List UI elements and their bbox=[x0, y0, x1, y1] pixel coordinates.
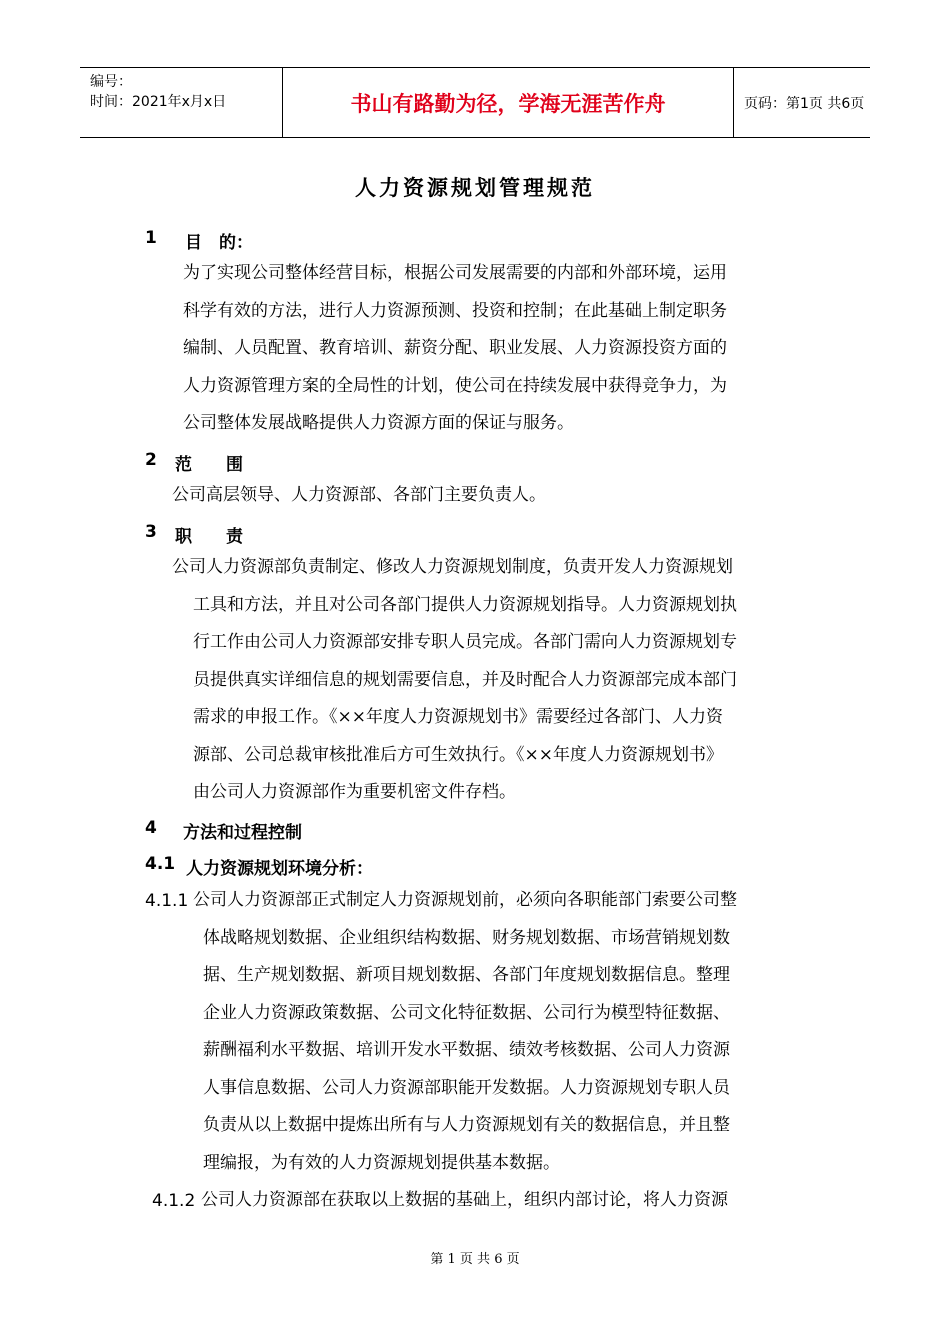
section-heading-3 bbox=[145, 522, 243, 547]
date-label: 时间：2021年x月x日 bbox=[90, 94, 227, 110]
paragraph-line: 需求的申报工作。《××年度人力资源规划书》需要经过各部门、人力资 bbox=[193, 707, 723, 727]
section-heading-1 bbox=[145, 228, 253, 253]
paragraph-purpose bbox=[183, 255, 803, 443]
paragraph-line: 公司高层领导、人力资源部、各部门主要负责人。 bbox=[172, 485, 546, 505]
paragraph-line: 负责从以上数据中提炼出所有与人力资源规划有关的数据信息，并且整 bbox=[203, 1115, 730, 1135]
paragraph-line: 源部、公司总裁审核批准后方可生效执行。《××年度人力资源规划书》 bbox=[193, 744, 723, 765]
page-header bbox=[80, 67, 870, 138]
section-title: 范 围 bbox=[175, 455, 243, 475]
section-number: 4.1 bbox=[145, 854, 176, 874]
paragraph-line: 公司整体发展战略提供人力资源方面的保证与服务。 bbox=[183, 413, 574, 433]
section-title: 人力资源规划环境分析： bbox=[186, 859, 373, 879]
paragraph-line: 体战略规划数据、企业组织结构数据、财务规划数据、市场营销规划数 bbox=[203, 927, 730, 948]
paragraph-line: 薪酬福利水平数据、培训开发水平数据、绩效考核数据、公司人力资源 bbox=[203, 1040, 730, 1060]
page-footer: 第 1 页 共 6 页 bbox=[430, 1252, 520, 1267]
section-title: 目 的： bbox=[185, 233, 253, 253]
paragraph-scope bbox=[172, 477, 792, 515]
section-number: 4 bbox=[145, 818, 157, 838]
section-heading-4-1 bbox=[145, 854, 373, 879]
clause-number-4-1-1: 4.1.1 bbox=[145, 891, 189, 911]
paragraph-line: 人事信息数据、公司人力资源部职能开发数据。人力资源规划专职人员 bbox=[203, 1077, 730, 1098]
paragraph-line: 编制、人员配置、教育培训、薪资分配、职业发展、人力资源投资方面的 bbox=[183, 338, 727, 358]
paragraph-line: 理编报，为有效的人力资源规划提供基本数据。 bbox=[203, 1152, 560, 1173]
section-heading-2 bbox=[145, 450, 243, 475]
paragraph-line: 公司人力资源部正式制定人力资源规划前，必须向各职能部门索要公司整 bbox=[193, 890, 737, 910]
header-motto: 书山有路勤为径，学海无涯苦作舟 bbox=[282, 68, 734, 137]
header-page-label: 页码：第1页 共6页 bbox=[744, 95, 865, 112]
paragraph-4-1-2 bbox=[201, 1182, 821, 1220]
section-number: 1 bbox=[145, 228, 157, 248]
paragraph-line: 企业人力资源政策数据、公司文化特征数据、公司行为模型特征数据、 bbox=[203, 1002, 730, 1023]
paragraph-line: 由公司人力资源部作为重要机密文件存档。 bbox=[193, 782, 516, 802]
clause-number-4-1-2: 4.1.2 bbox=[152, 1191, 196, 1211]
paragraph-line: 据、生产规划数据、新项目规划数据、各部门年度规划数据信息。整理 bbox=[203, 965, 730, 985]
paragraph-4-1-1 bbox=[193, 882, 813, 1182]
doc-number-label: 编号： bbox=[90, 74, 132, 90]
paragraph-line: 科学有效的方法，进行人力资源预测、投资和控制；在此基础上制定职务 bbox=[183, 300, 727, 321]
section-heading-4 bbox=[145, 818, 302, 843]
section-number: 3 bbox=[145, 522, 157, 542]
paragraph-line: 工具和方法，并且对公司各部门提供人力资源规划指导。人力资源规划执 bbox=[193, 594, 737, 615]
paragraph-line: 公司人力资源部在获取以上数据的基础上，组织内部讨论，将人力资源 bbox=[201, 1190, 728, 1210]
section-title: 职 责 bbox=[175, 527, 243, 547]
section-number: 2 bbox=[145, 450, 157, 470]
document-title: 人力资源规划管理规范 bbox=[355, 175, 595, 200]
paragraph-responsibilities bbox=[172, 549, 812, 812]
paragraph-line: 人力资源管理方案的全局性的计划，使公司在持续发展中获得竞争力，为 bbox=[183, 375, 727, 396]
paragraph-line: 公司人力资源部负责制定、修改人力资源规划制度，负责开发人力资源规划 bbox=[172, 557, 733, 577]
paragraph-line: 行工作由公司人力资源部安排专职人员完成。各部门需向人力资源规划专 bbox=[193, 632, 737, 652]
paragraph-line: 员提供真实详细信息的规划需要信息，并及时配合人力资源部完成本部门 bbox=[193, 669, 737, 690]
section-title: 方法和过程控制 bbox=[183, 823, 302, 843]
header-meta bbox=[80, 68, 282, 137]
paragraph-line: 为了实现公司整体经营目标，根据公司发展需要的内部和外部环境，运用 bbox=[183, 263, 727, 283]
